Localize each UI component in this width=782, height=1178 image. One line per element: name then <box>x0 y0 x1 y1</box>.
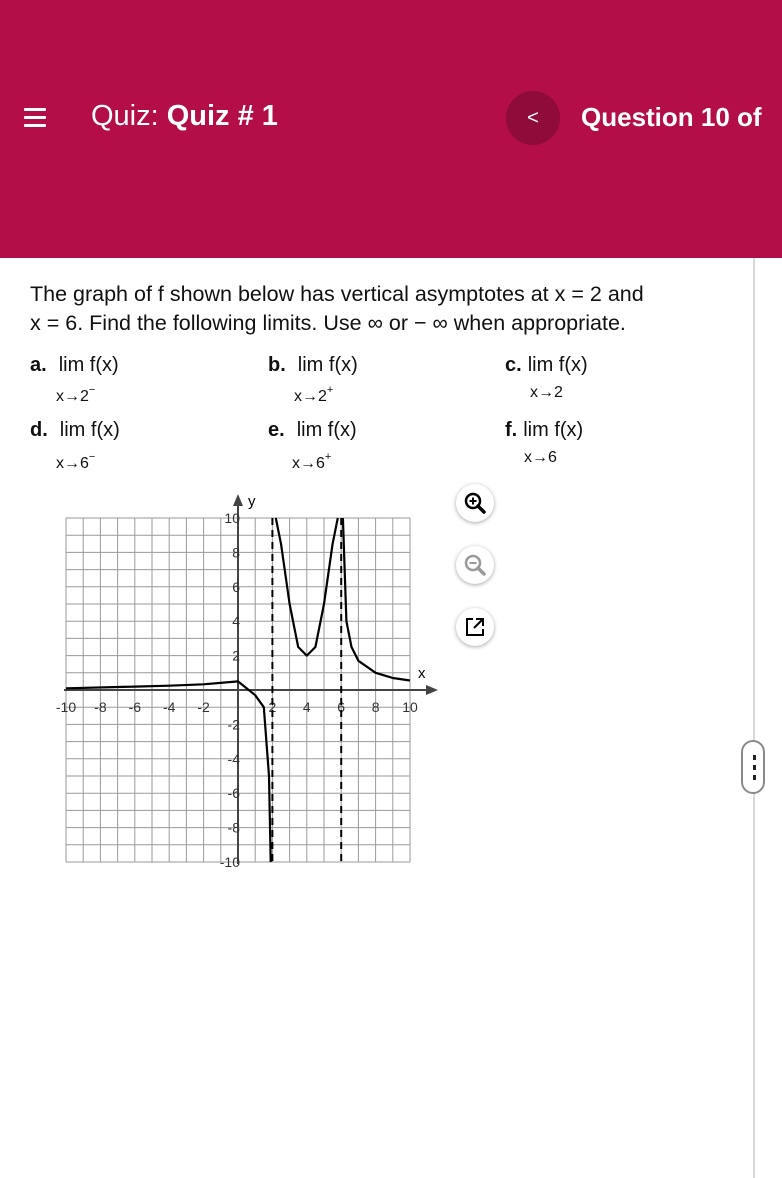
y-tick-label: -10 <box>219 854 240 870</box>
y-tick-label: -8 <box>227 819 240 836</box>
part-a-letter: a. <box>30 354 47 376</box>
function-graph <box>30 480 450 880</box>
problem-line-1: The graph of f shown below has vertical asymptotes at x = 2 and <box>30 282 644 306</box>
x-tick-label: -8 <box>94 699 107 715</box>
open-in-window-button[interactable] <box>456 608 494 646</box>
part-c-expr: lim f(x) <box>527 354 588 376</box>
x-tick-label: 4 <box>302 699 311 715</box>
x-tick-label: 6 <box>337 699 346 715</box>
hamburger-menu-icon[interactable] <box>24 106 48 128</box>
zoom-in-icon <box>463 491 487 515</box>
part-b-sub <box>294 384 334 406</box>
y-axis-label: y <box>248 493 256 510</box>
part-e <box>268 419 357 442</box>
question-counter: Question 10 of <box>581 102 762 132</box>
zoom-in-button[interactable] <box>456 484 494 522</box>
part-c-sub <box>530 384 563 402</box>
part-c-approach: x→2 <box>530 384 563 401</box>
y-tick-label: -2 <box>227 716 240 733</box>
previous-question-button[interactable]: < <box>506 91 560 145</box>
curve-branch-3 <box>343 518 410 681</box>
part-d-sub <box>56 451 96 473</box>
x-tick-label: 8 <box>371 699 380 715</box>
part-e-expr: lim f(x) <box>296 419 357 441</box>
x-tick-label: -2 <box>197 699 210 715</box>
zoom-out-icon <box>463 553 487 577</box>
y-tick-label: 2 <box>232 647 240 664</box>
y-tick-label: -6 <box>227 785 240 802</box>
x-axis-label: x <box>418 665 426 682</box>
part-a-expr: lim f(x) <box>58 354 119 376</box>
part-f-sub <box>524 449 557 467</box>
part-f-letter: f. <box>505 419 518 441</box>
part-f-approach: x→6 <box>524 449 557 466</box>
part-b-expr: lim f(x) <box>297 354 358 376</box>
zoom-out-button[interactable] <box>456 546 494 584</box>
x-tick-label: 2 <box>268 699 277 715</box>
x-tick-label: -10 <box>55 699 77 715</box>
part-e-sub <box>292 451 332 473</box>
external-link-icon <box>463 615 487 639</box>
y-tick-label: 10 <box>224 510 240 526</box>
part-d-side: − <box>88 451 96 463</box>
quiz-name: Quiz # 1 <box>166 100 278 132</box>
y-tick-label: 4 <box>232 613 240 630</box>
y-tick-label: 6 <box>232 578 240 595</box>
part-e-approach: x→6 <box>292 455 325 472</box>
part-f <box>505 419 583 442</box>
part-b <box>268 354 358 377</box>
y-tick-label: -4 <box>227 750 240 767</box>
part-b-side: + <box>326 384 334 396</box>
problem-statement <box>30 280 730 338</box>
y-axis-arrow <box>233 494 243 506</box>
panel-divider <box>753 258 755 1178</box>
part-c <box>505 354 588 377</box>
part-a-side: − <box>88 384 96 396</box>
quiz-title <box>91 100 278 133</box>
part-d-letter: d. <box>30 419 48 441</box>
x-axis-arrow <box>426 685 438 695</box>
part-d <box>30 419 120 442</box>
quiz-label: Quiz: <box>91 100 159 132</box>
panel-resize-handle[interactable] <box>741 740 765 794</box>
part-a-approach: x→2 <box>56 388 89 405</box>
part-b-letter: b. <box>268 354 286 376</box>
quiz-header <box>0 0 782 258</box>
part-d-expr: lim f(x) <box>59 419 120 441</box>
x-tick-label: 10 <box>402 699 418 715</box>
part-b-approach: x→2 <box>294 388 327 405</box>
part-d-approach: x→6 <box>56 455 89 472</box>
x-tick-label: -4 <box>162 699 176 715</box>
y-tick-label: 8 <box>232 544 240 561</box>
part-a-sub <box>56 384 96 406</box>
problem-line-2: x = 6. Find the following limits. Use ∞ or − ∞ when appropriate. <box>30 311 626 335</box>
part-f-expr: lim f(x) <box>523 419 584 441</box>
part-a <box>30 354 119 377</box>
part-e-letter: e. <box>268 419 285 441</box>
x-tick-label: -6 <box>128 699 142 715</box>
part-e-side: + <box>324 451 332 463</box>
part-c-letter: c. <box>505 354 522 376</box>
